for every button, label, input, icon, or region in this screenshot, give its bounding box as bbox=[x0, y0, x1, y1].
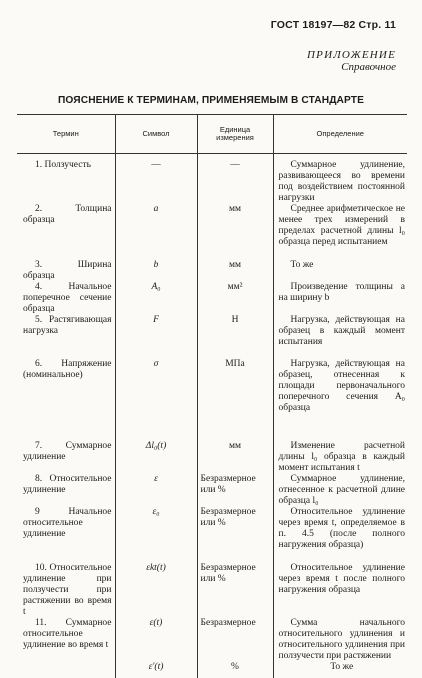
definition-cell: Относительное удлинение через время t после полного нагружения образца bbox=[273, 563, 407, 618]
term-cell: 3. Ширина образца bbox=[23, 260, 112, 281]
unit-cell: мм bbox=[197, 204, 273, 260]
unit-cell: Безразмерное или % bbox=[197, 474, 273, 507]
definition-cell: Суммарное удлинение, развивающееся во времени под воздействием постоянной нагрузки bbox=[273, 154, 407, 205]
column-header-term: Термин bbox=[17, 115, 115, 154]
unit-cell: Безразмерное или % bbox=[197, 563, 273, 618]
symbol-cell: F bbox=[115, 315, 197, 359]
definition-cell: Суммарное удлинение, отнесенное к расчетной длине образца l₀ bbox=[273, 474, 407, 507]
term-cell bbox=[17, 662, 115, 678]
table-row bbox=[17, 359, 407, 441]
appendix-subtitle: Справочное bbox=[341, 61, 396, 73]
symbol-cell: — bbox=[115, 154, 197, 205]
unit-cell: мм bbox=[197, 260, 273, 282]
terms-table bbox=[17, 114, 407, 678]
symbol-cell: b bbox=[115, 260, 197, 282]
symbol-cell: ε bbox=[115, 474, 197, 507]
symbol-cell: ε₀ bbox=[115, 507, 197, 563]
column-header-definition: Определение bbox=[273, 115, 407, 154]
symbol-cell: a bbox=[115, 204, 197, 260]
term-cell: 1. Ползучесть bbox=[35, 160, 91, 170]
definition-cell: Изменение расчетной длины l₀ образца в каждый момент испытания t bbox=[273, 441, 407, 474]
table-row bbox=[17, 618, 407, 662]
document-title: ПОЯСНЕНИЕ К ТЕРМИНАМ, ПРИМЕНЯЕМЫМ В СТАНДАРТЕ bbox=[58, 95, 364, 106]
definition-cell: Произведение толщины a на ширину b bbox=[273, 282, 407, 315]
term-cell: 8. Относительное удлинение bbox=[23, 474, 112, 495]
term-cell: 9 Начальное относительное удлинение bbox=[23, 507, 112, 539]
table-row bbox=[17, 563, 407, 618]
table-row bbox=[17, 154, 407, 205]
unit-cell: мм² bbox=[197, 282, 273, 315]
symbol-cell: A₀ bbox=[115, 282, 197, 315]
term-cell: 11. Суммарное относительное удлинение во время t bbox=[23, 618, 112, 650]
unit-cell: % bbox=[197, 662, 273, 678]
term-cell: 5. Растягивающая нагрузка bbox=[23, 315, 112, 336]
definition-cell: То же bbox=[273, 260, 407, 282]
appendix-title: ПРИЛОЖЕНИЕ bbox=[307, 49, 396, 61]
term-cell: 2. Толщина образца bbox=[23, 204, 112, 225]
table-row bbox=[17, 282, 407, 315]
unit-cell: мм bbox=[197, 441, 273, 474]
page-header: ГОСТ 18197—82 Стр. 11 bbox=[270, 19, 396, 31]
definition-cell: Нагрузка, действующая на образец, отнесенная к площади первоначального поперечного сечения A₀ образца bbox=[273, 359, 407, 441]
definition-cell: Относительное удлинение через время t, определяемое в п. 4.5 (после полного нагружения образца) bbox=[273, 507, 407, 563]
term-cell: 7. Суммарное удлинение bbox=[23, 441, 112, 462]
symbol-cell: Δl₀(t) bbox=[115, 441, 197, 474]
symbol-cell: ε′(t) bbox=[115, 662, 197, 678]
table-row bbox=[17, 662, 407, 678]
unit-cell: — bbox=[197, 154, 273, 205]
unit-cell: Безразмерное или % bbox=[197, 507, 273, 563]
definition-cell: Сумма начального относительного удлинения и относительного удлинения при ползучести при растяжении bbox=[273, 618, 407, 662]
definition-cell: Среднее арифметическое не менее трех измерений в пределах расчетной длины l₀ образца перед испытанием bbox=[273, 204, 407, 260]
table-row bbox=[17, 441, 407, 474]
column-header-unit: Единица измерения bbox=[197, 115, 273, 154]
definition-cell: Нагрузка, действующая на образец в каждый момент испытания bbox=[273, 315, 407, 359]
appendix-label bbox=[307, 49, 396, 73]
symbol-cell: εkt(t) bbox=[115, 563, 197, 618]
unit-cell: МПа bbox=[197, 359, 273, 441]
unit-cell: Н bbox=[197, 315, 273, 359]
definition-cell: То же bbox=[273, 662, 407, 678]
symbol-cell: σ bbox=[115, 359, 197, 441]
term-cell: 10. Относительное удлинение при ползучести при растяжении во время t bbox=[23, 563, 112, 617]
table-row bbox=[17, 315, 407, 359]
unit-cell: Безразмерное bbox=[197, 618, 273, 662]
term-cell: 6. Напряжение (номинальное) bbox=[23, 359, 112, 380]
symbol-cell: ε(t) bbox=[115, 618, 197, 662]
table-header-row bbox=[17, 115, 407, 154]
column-header-symbol: Символ bbox=[115, 115, 197, 154]
table-row bbox=[17, 507, 407, 563]
table-row bbox=[17, 204, 407, 260]
table-row bbox=[17, 474, 407, 507]
table-row bbox=[17, 260, 407, 282]
term-cell: 4. Начальное поперечное сечение образца bbox=[23, 282, 112, 314]
